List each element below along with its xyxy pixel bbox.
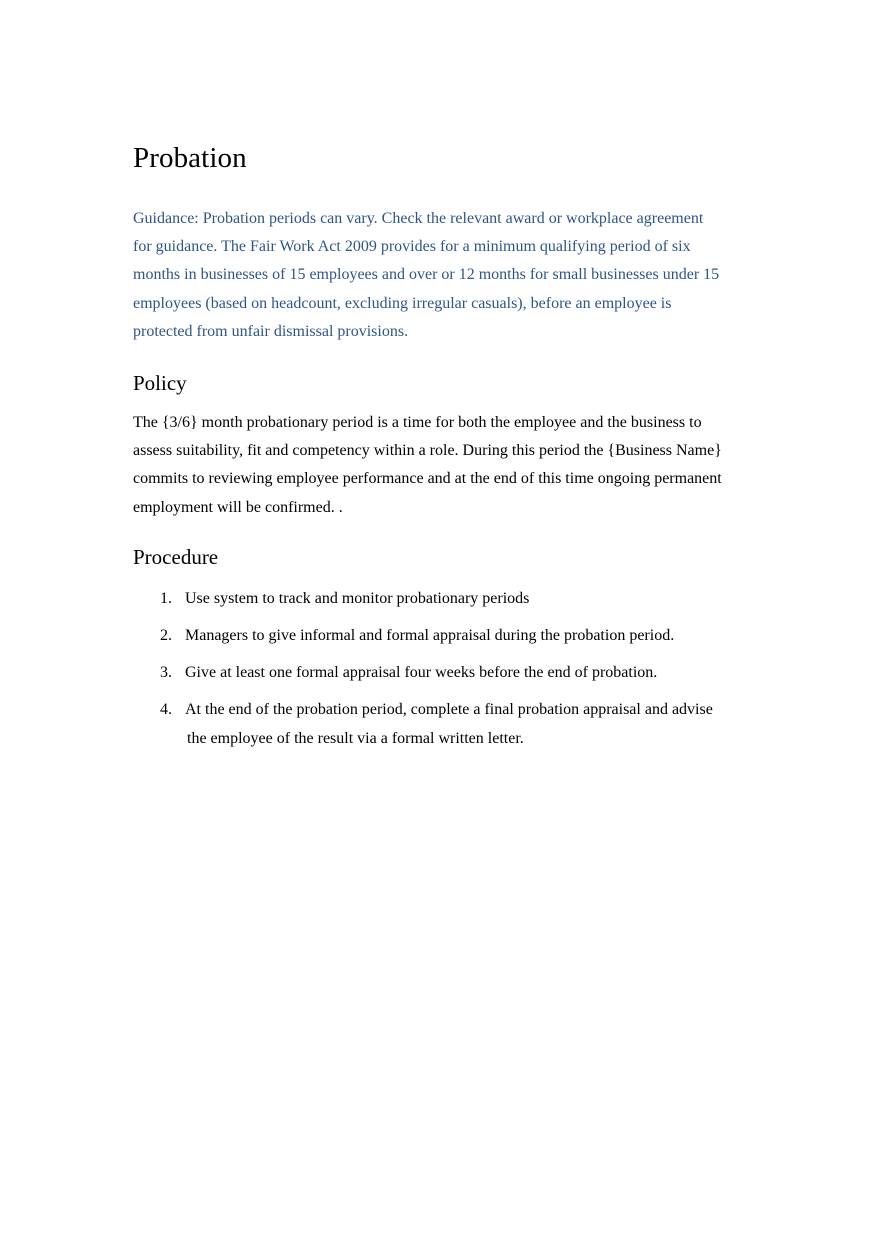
procedure-item-number: 2. <box>160 627 172 645</box>
policy-heading: Policy <box>133 371 187 396</box>
page-title: Probation <box>133 142 247 174</box>
procedure-item-text: At the end of the probation period, complete a final probation appraisal and advise <box>185 701 713 719</box>
procedure-item-text-block <box>185 696 725 752</box>
procedure-item-2 <box>133 622 733 650</box>
procedure-item-text: Give at least one formal appraisal four weeks before the end of probation. <box>185 664 658 682</box>
procedure-item-number: 3. <box>160 664 172 682</box>
procedure-item-text: Use system to track and monitor probationary periods <box>185 589 530 607</box>
procedure-heading: Procedure <box>133 544 219 569</box>
procedure-item-text-continued: the employee of the result via a formal written letter. <box>187 729 524 747</box>
guidance-paragraph: Guidance: Probation periods can vary. Check the relevant award or workplace agreement for guidance. The Fair Work Act 2009 provides for a minimum qualifying period of six months in businesses of 15 employees and over or 12 months for small businesses under 15 employees (based on headcount, excluding irregular casuals), before an employee is protected from unfair dismissal provisions. <box>133 210 720 340</box>
procedure-item-number: 4. <box>160 701 172 719</box>
procedure-item-text: Managers to give informal and formal appraisal during the probation period. <box>185 627 675 645</box>
procedure-item-1 <box>133 585 733 613</box>
procedure-item-4 <box>133 696 733 752</box>
procedure-item-number: 1. <box>160 589 172 607</box>
procedure-list <box>133 585 733 753</box>
policy-paragraph: The {3/6} month probationary period is a time for both the employee and the business to assess suitability, fit and competency within a role. During this period the {Business Name} commits to reviewing employee performance and at the end of this time ongoing permanent employment will be confirmed. . <box>133 414 722 516</box>
procedure-item-3 <box>133 659 733 687</box>
document-content <box>133 138 733 762</box>
